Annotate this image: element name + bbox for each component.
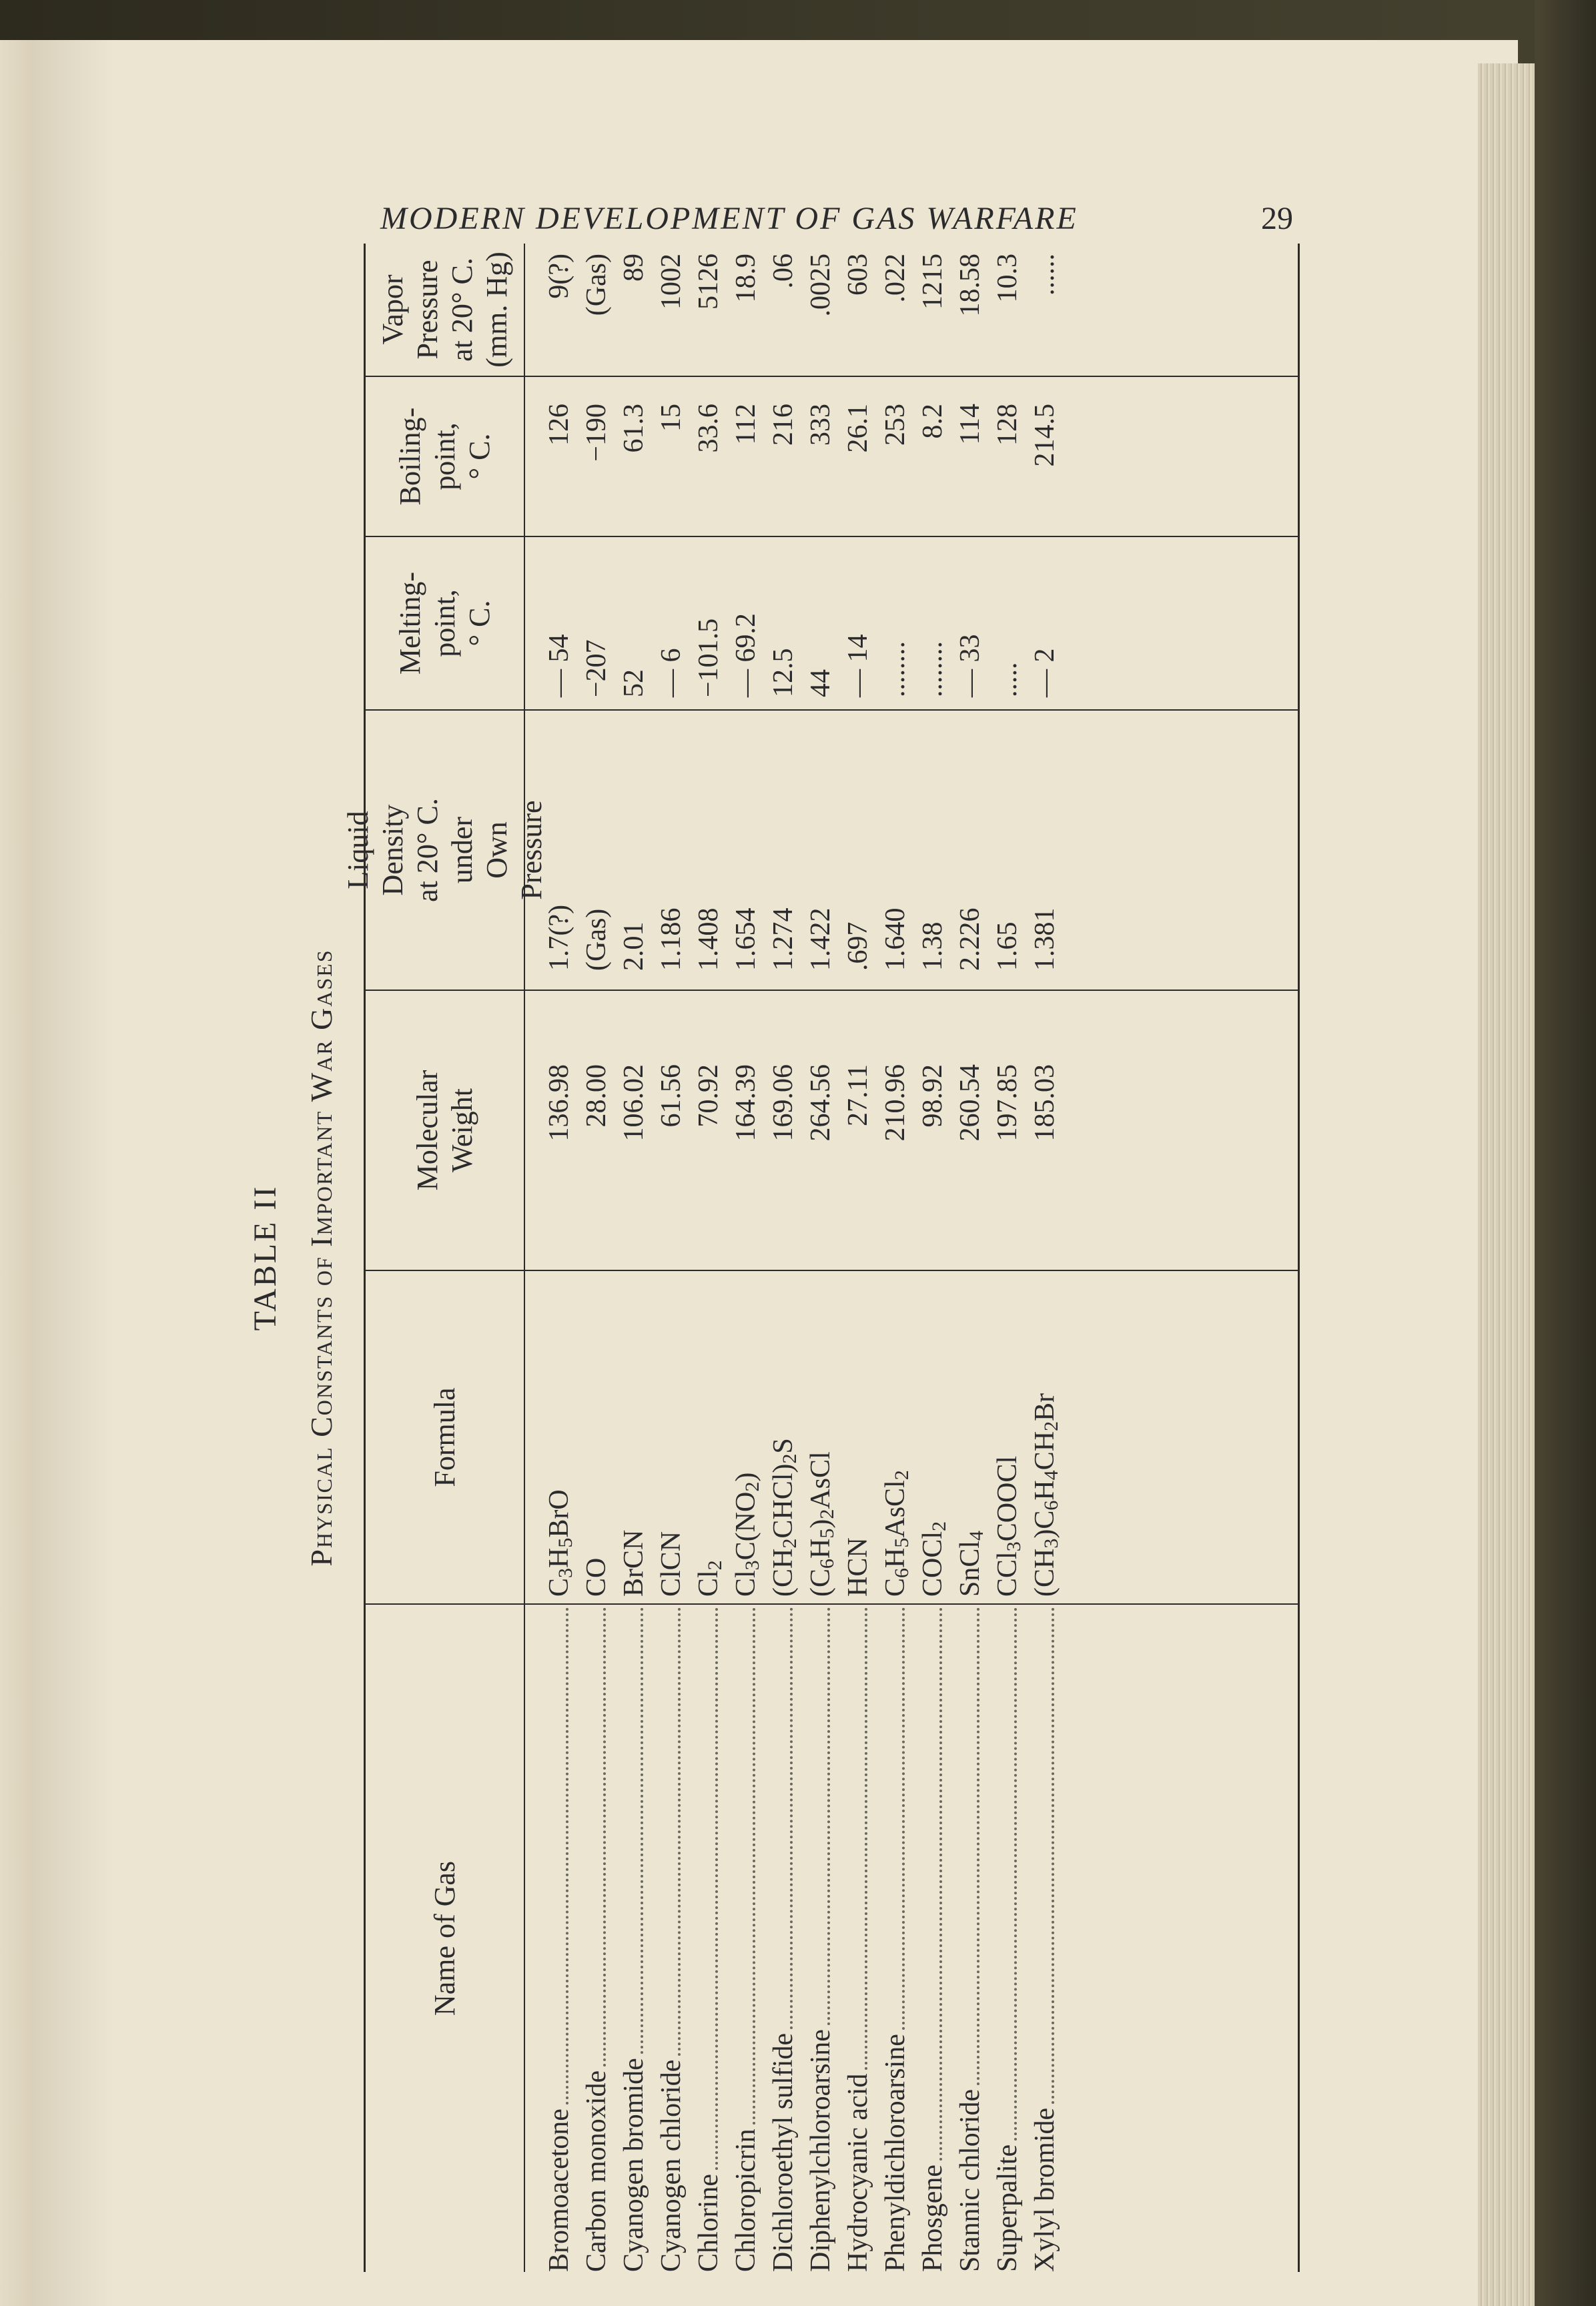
boiling-point-cell: 15: [656, 404, 687, 432]
formula-cell: $(C_6H_5)_2AsCl$: [805, 1451, 838, 1597]
dot-leader: [877, 1607, 905, 2030]
gas-name: Carbon monoxide: [578, 2068, 615, 2272]
table-row: [1026, 244, 1064, 2272]
column-header: Molecular Weight: [366, 991, 524, 1271]
gas-name: Diphenylchloroarsine: [802, 2026, 839, 2272]
liquid-density-cell: 1.654: [731, 907, 761, 971]
vapor-pressure-cell: 10.3: [992, 254, 1023, 303]
gas-name: Superpalite: [989, 2142, 1026, 2272]
table-title: Physical Constants of Important War Gases: [304, 949, 338, 1567]
column-header: Vapor Pressure at 20° C. (mm. Hg): [366, 244, 524, 377]
molecular-weight-cell: 70.92: [693, 1064, 724, 1128]
table-row: [727, 244, 765, 2272]
liquid-density-cell: 1.408: [693, 907, 724, 971]
melting-point-cell: 44: [805, 669, 836, 697]
boiling-point-cell: 126: [544, 404, 574, 446]
melting-point-cell: 12.5: [768, 648, 799, 697]
melting-point-cell: −207: [581, 639, 612, 697]
gas-name-cell: [578, 1605, 615, 2272]
gas-name: Cyanogen bromide: [615, 2055, 653, 2272]
melting-point-cell: — 54: [544, 634, 574, 697]
melting-point-cell: ........: [880, 641, 911, 697]
liquid-density-cell: 2.01: [619, 921, 649, 971]
table-number: TABLE II: [248, 1184, 283, 1331]
melting-point-cell: — 33: [955, 634, 985, 697]
boiling-point-cell: 128: [992, 404, 1023, 446]
table-row: [653, 244, 690, 2272]
dot-leader: [951, 1607, 979, 2085]
molecular-weight-cell: 197.85: [992, 1064, 1023, 1142]
column-header: Melting- point, ° C.: [366, 537, 524, 711]
table-row: [540, 244, 578, 2272]
page-number: 29: [1261, 201, 1293, 236]
table-header-row: [341, 244, 548, 2272]
table-row: [765, 244, 802, 2272]
book-cover-edge: [1535, 0, 1596, 2306]
gas-name-cell: [914, 1605, 951, 2272]
molecular-weight-cell: 210.96: [880, 1064, 911, 1142]
liquid-density-cell: 1.186: [656, 907, 687, 971]
boiling-point-cell: 8.2: [917, 404, 948, 439]
gas-name-cell: [1026, 1605, 1064, 2272]
molecular-weight-cell: 98.92: [917, 1064, 948, 1128]
formula-cell: $Cl_3C(NO_2)$: [731, 1472, 763, 1597]
table-row: [951, 244, 989, 2272]
gas-name-cell: [615, 1605, 653, 2272]
molecular-weight-cell: 28.00: [581, 1064, 612, 1128]
melting-point-cell: −101.5: [693, 618, 724, 697]
dot-leader: [839, 1607, 867, 2070]
formula-cell: CO: [581, 1557, 612, 1597]
vapor-pressure-cell: 1215: [917, 254, 948, 310]
liquid-density-cell: 1.422: [805, 907, 836, 971]
page-edges: [1478, 63, 1535, 2306]
rotated-table-container: [247, 217, 1368, 2299]
gas-name-cell: [839, 1605, 877, 2272]
molecular-weight-cell: 185.03: [1030, 1064, 1060, 1142]
column-header: Boiling- point, ° C.: [366, 377, 524, 537]
running-head: MODERN DEVELOPMENT OF GAS WARFARE: [380, 201, 1078, 236]
boiling-point-cell: 33.6: [693, 404, 724, 453]
formula-cell: ClCN: [656, 1531, 687, 1597]
table-row: [578, 244, 615, 2272]
dot-leader: [1026, 1607, 1054, 2104]
gas-name: Phosgene: [914, 2162, 951, 2272]
formula-cell: $C_6H_5AsCl_2$: [880, 1470, 913, 1597]
molecular-weight-cell: 61.56: [656, 1064, 687, 1128]
melting-point-cell: — 69.2: [731, 613, 761, 697]
boiling-point-cell: 112: [731, 404, 761, 445]
gas-name: Stannic chloride: [951, 2086, 989, 2272]
gas-name-cell: [727, 1605, 765, 2272]
molecular-weight-cell: 169.06: [768, 1064, 799, 1142]
gas-name-cell: [989, 1605, 1026, 2272]
dot-leader: [989, 1607, 1017, 2141]
gas-name: Cyanogen chloride: [653, 2057, 690, 2272]
vapor-pressure-cell: .06: [768, 254, 799, 289]
vapor-pressure-cell: 18.9: [731, 254, 761, 303]
table-header-rule: [524, 244, 525, 2272]
boiling-point-cell: 216: [768, 404, 799, 446]
melting-point-cell: — 2: [1030, 648, 1060, 697]
liquid-density-cell: 1.274: [768, 907, 799, 971]
table-row: [914, 244, 951, 2272]
formula-cell: $(CH_3)C_6H_4CH_2Br$: [1030, 1393, 1062, 1597]
page-gutter-shadow: [33, 40, 113, 2306]
molecular-weight-cell: 27.11: [843, 1064, 873, 1126]
gas-name-cell: [690, 1605, 727, 2272]
formula-cell: $(CH_2CHCl)_2S$: [768, 1438, 801, 1597]
dot-leader: [802, 1607, 830, 2025]
vapor-pressure-cell: 18.58: [955, 254, 985, 317]
table-row: [690, 244, 727, 2272]
boiling-point-cell: 114: [955, 404, 985, 445]
gas-name-cell: [653, 1605, 690, 2272]
gas-name-cell: [540, 1605, 578, 2272]
table-bottom-rule: [1298, 244, 1300, 2272]
formula-cell: HCN: [843, 1537, 873, 1597]
liquid-density-cell: 1.7(?): [544, 904, 574, 971]
vapor-pressure-cell: ......: [1030, 254, 1060, 296]
formula-cell: $Cl_2$: [693, 1560, 726, 1597]
molecular-weight-cell: 164.39: [731, 1064, 761, 1142]
gas-name: Chloropicrin: [727, 2126, 765, 2272]
vapor-pressure-cell: 9(?): [544, 254, 574, 299]
formula-cell: CCl$_3$COOCl: [992, 1455, 1025, 1597]
dot-leader: [727, 1607, 755, 2125]
gas-name: Phenyldichloroarsine: [877, 2031, 914, 2272]
gas-name-cell: [802, 1605, 839, 2272]
table-row: [615, 244, 653, 2272]
molecular-weight-cell: 264.56: [805, 1064, 836, 1142]
table-row: [802, 244, 839, 2272]
formula-cell: $C_3H_5BrO$: [544, 1489, 576, 1597]
vapor-pressure-cell: 603: [843, 254, 873, 296]
table-row: [877, 244, 914, 2272]
vapor-pressure-cell: (Gas): [581, 254, 612, 316]
liquid-density-cell: (Gas): [581, 908, 612, 971]
gas-name-cell: [877, 1605, 914, 2272]
liquid-density-cell: .697: [843, 921, 873, 971]
vapor-pressure-cell: .022: [880, 254, 911, 303]
gas-name-cell: [765, 1605, 802, 2272]
molecular-weight-cell: 136.98: [544, 1064, 574, 1142]
liquid-density-cell: 1.65: [992, 921, 1023, 971]
gas-name: Hydrocyanic acid: [839, 2071, 877, 2272]
boiling-point-cell: 253: [880, 404, 911, 446]
table-row: [839, 244, 877, 2272]
boiling-point-cell: 26.1: [843, 404, 873, 453]
boiling-point-cell: −190: [581, 404, 612, 462]
table-row: [989, 244, 1026, 2272]
formula-cell: SnCl$_4$: [955, 1530, 987, 1597]
vapor-pressure-cell: 1002: [656, 254, 687, 310]
molecular-weight-cell: 106.02: [619, 1064, 649, 1142]
vapor-pressure-cell: 89: [619, 254, 649, 282]
dot-leader: [615, 1607, 643, 2054]
melting-point-cell: .....: [992, 662, 1023, 697]
gas-name: Bromoacetone: [540, 2106, 578, 2272]
dot-leader: [914, 1607, 942, 2161]
liquid-density-cell: 1.640: [880, 907, 911, 971]
liquid-density-cell: 1.38: [917, 921, 948, 971]
boiling-point-cell: 214.5: [1030, 404, 1060, 467]
gas-name: Chlorine: [690, 2171, 727, 2272]
vapor-pressure-cell: .0025: [805, 254, 836, 317]
gas-name: Xylyl bromide: [1026, 2105, 1064, 2272]
gas-name: Dichloroethyl sulfide: [765, 2030, 802, 2272]
gas-name-cell: [951, 1605, 989, 2272]
boiling-point-cell: 61.3: [619, 404, 649, 453]
dot-leader: [653, 1607, 681, 2056]
column-header: Name of Gas: [428, 1860, 461, 2016]
liquid-density-cell: 2.226: [955, 907, 985, 971]
melting-point-cell: ........: [917, 641, 948, 697]
column-header: Liquid Density at 20° C. under Own Pressure: [366, 711, 524, 991]
melting-point-cell: 52: [619, 669, 649, 697]
formula-cell: COCl$_2$: [917, 1521, 950, 1597]
melting-point-cell: — 14: [843, 634, 873, 697]
liquid-density-cell: 1.381: [1030, 907, 1060, 971]
melting-point-cell: — 6: [656, 648, 687, 697]
boiling-point-cell: 333: [805, 404, 836, 446]
molecular-weight-cell: 260.54: [955, 1064, 985, 1142]
table-body: [540, 244, 1064, 2272]
dot-leader: [578, 1607, 606, 2066]
dot-leader: [765, 1607, 793, 2029]
column-header: Formula: [366, 1271, 524, 1605]
vapor-pressure-cell: 5126: [693, 254, 724, 310]
dot-leader: [690, 1607, 718, 2170]
formula-cell: BrCN: [619, 1529, 649, 1597]
dot-leader: [540, 1607, 568, 2104]
